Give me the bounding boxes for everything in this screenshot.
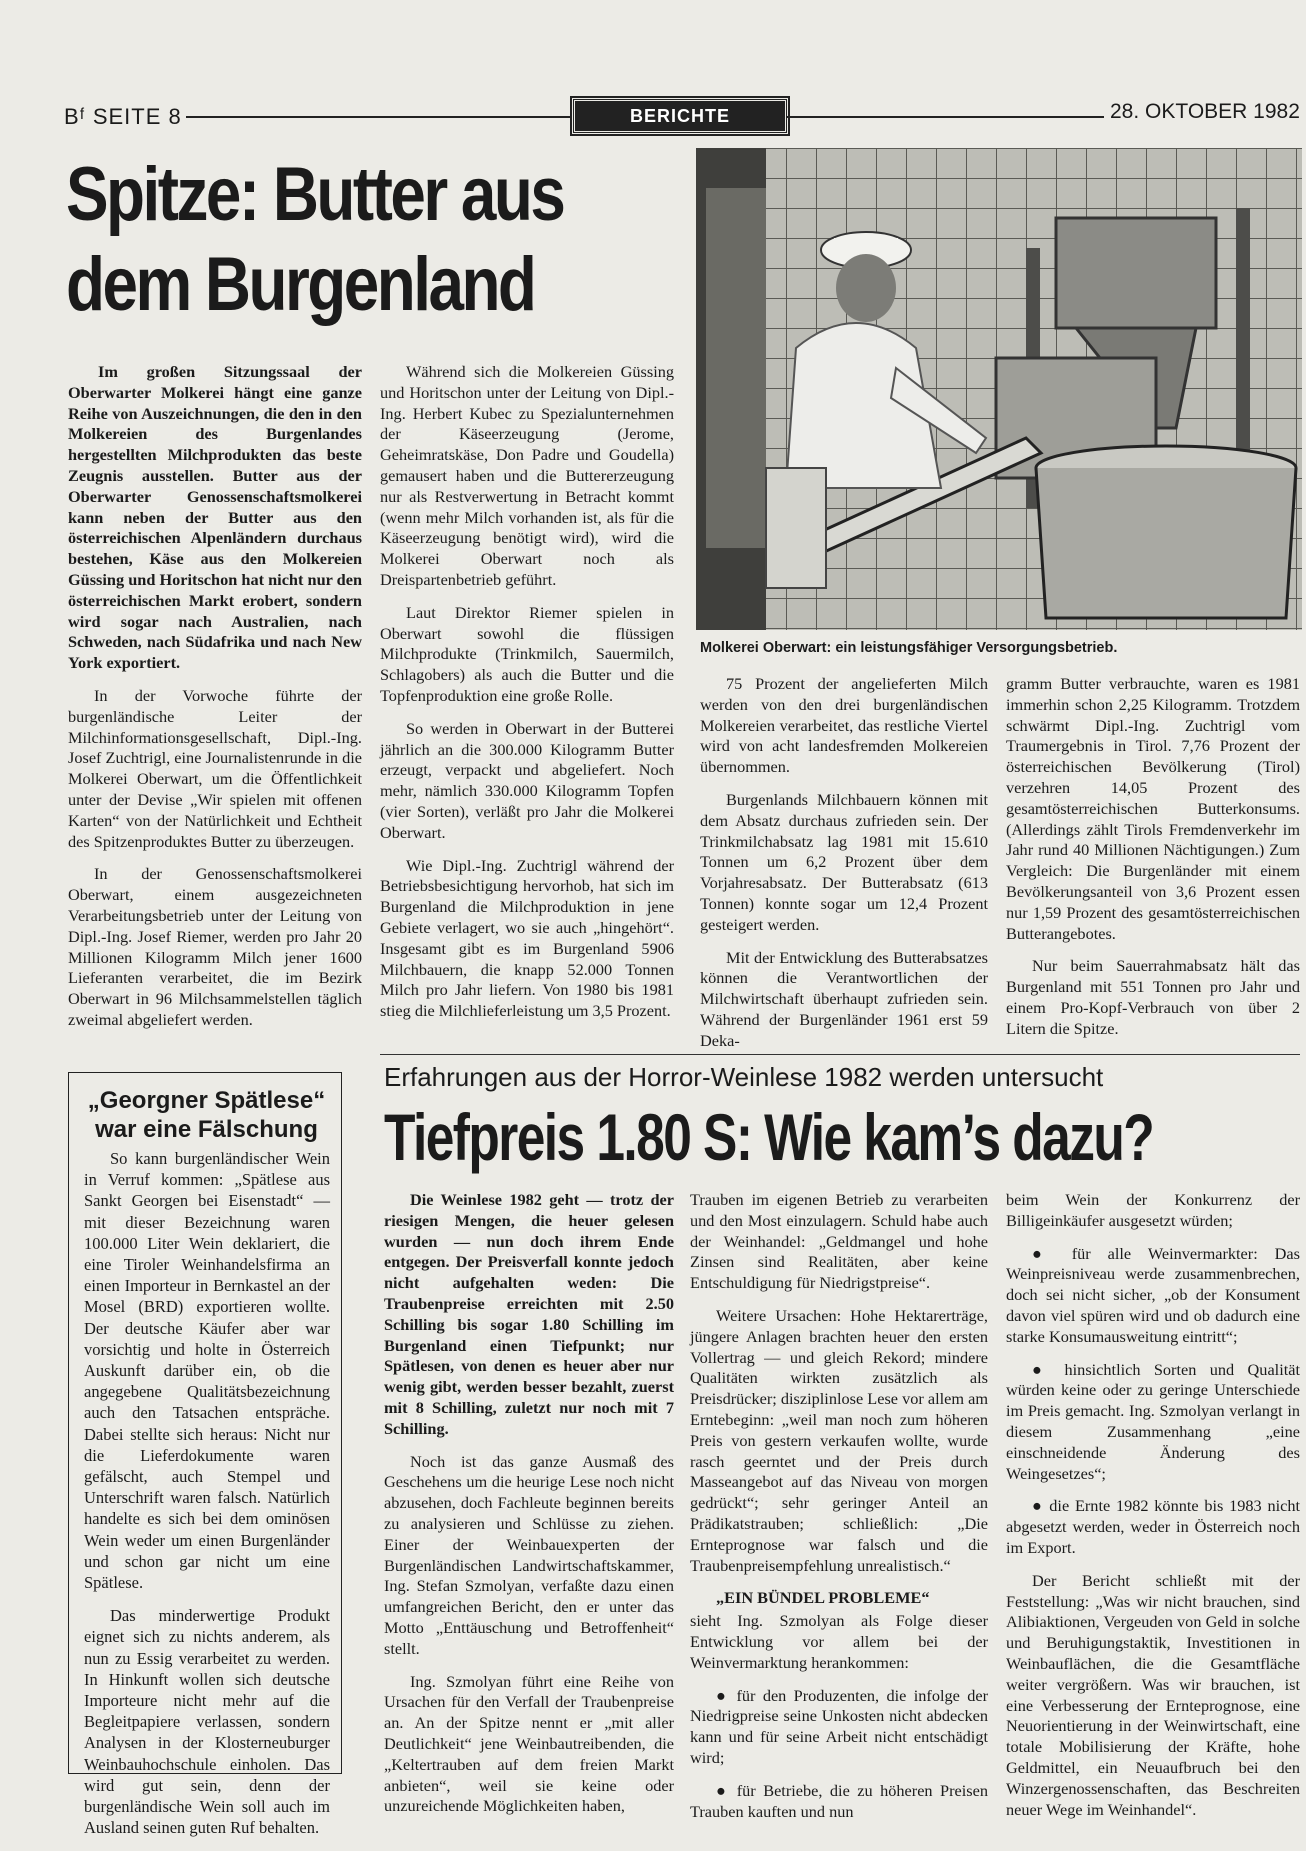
bullet-item: ● für alle Weinvermarkter: Das Weinpreisniveau werde zusammenbrechen, doch sei nicht sicher, „ob der Konsument davon viel spüren wird und ob dadurch eine starke Konsumausweitung eintritt“; <box>1006 1243 1300 1346</box>
paragraph: sieht Ing. Szmolyan als Folge dieser Entwicklung vor allem bei der Weinvermarktung herankommen: <box>690 1611 988 1672</box>
headline-line-1: Spitze: Butter aus <box>66 152 564 237</box>
dairy-photo <box>696 148 1302 630</box>
header-rule-right <box>786 116 1104 118</box>
article2-headline: Tiefpreis 1.80 S: Wie kam’s dazu? <box>384 1100 1154 1174</box>
article2-column-2 <box>690 1190 988 1834</box>
box-headline <box>84 1086 329 1144</box>
article1-column-1 <box>68 362 362 1043</box>
paragraph: Trauben im eigenen Betrieb zu verarbeiten und den Most einzulagern. Schuld habe auch der Weinhandel: „Geldmangel und hohe Zinsen sind Realitäten, aber keine Entschuldigung für Niedrigstpreise“. <box>690 1190 988 1293</box>
paragraph: Während sich die Molkereien Güssing und Horitschon unter der Leitung von Dipl.-Ing. Herbert Kubec zu Spezialunternehmen der Käseerzeugung (Jerome, Geheimratskäse, Don Padre und Goudella) gemausert haben und die Buttererzeugung nur als Restverwertung in Betracht kommt (wenn mehr Milch vorhanden ist, als für die Käseerzeugung benötigt wird), wird die Molkerei Oberwart noch als Dreispartenbetrieb geführt. <box>380 362 674 589</box>
bullet-item: ● für Betriebe, die zu höheren Preisen Trauben kauften und nun <box>690 1780 988 1821</box>
bullet-item: ● die Ernte 1982 könnte bis 1983 nicht abgesetzt werden, weder in Österreich noch im Export. <box>1006 1496 1300 1557</box>
issue-date: 28. OKTOBER 1982 <box>1110 100 1300 123</box>
article2-kicker: Erfahrungen aus der Horror-Weinlese 1982 werden untersucht <box>384 1062 1104 1092</box>
bullet-item: ● hinsichtlich Sorten und Qualität würden keine oder zu geringe Unterschiede im Preis gemacht. Ing. Szmolyan verlangt in diesem Zusammenhang „eine einschneidende Änderung des Weingesetzes“; <box>1006 1359 1300 1483</box>
paragraph: In der Vorwoche führte der burgenländische Leiter der Milchinformationsgesellschaft, Dipl.-Ing. Josef Zuchtrigl, eine Journalistenrunde in die Molkerei Oberwart, um die Öffentlichkeit unter der Devise „Wir spielen mit offenen Karten“ von der Natürlichkeit und Echtheit des Spitzenproduktes Butter zu überzeugen. <box>68 685 362 851</box>
paragraph: Weitere Ursachen: Hohe Hektarerträge, jüngere Anlagen brachten heuer den ersten Vollertrag — und gleich Rekord; mindere Qualitäten wirkten zusätzlich als Preisdrücker; disziplinlose Lese vor allem am Erntebeginn: „weil man noch zum höheren Preis von gestern verkaufen wollte, wurde rasch geerntet und der Preis durch Masseangebot auf das Niveau von morgen gedrückt“; sehr geringer Anteil an Prädikatstrauben; schließlich: „Die Ernteprognose war falsch und die Traubenpreisempfehlung unrealistisch.“ <box>690 1305 988 1575</box>
paragraph: So werden in Oberwart in der Butterei jährlich an die 300.000 Kilogramm Butter erzeugt, verpackt und abgeliefert. Noch mehr, nämlich 330.000 Kilogramm Topfen (vier Sorten), verläßt pro Jahr die Molkerei Oberwart. <box>380 718 674 842</box>
headline-line-2: dem Burgenland <box>66 242 535 327</box>
paragraph: Im großen Sitzungssaal der Oberwarter Molkerei hängt eine ganze Reihe von Auszeichnungen, die den in den Molkereien des Burgenlandes hergestellten Milchprodukten das beste Zeugnis ausstellen. Butter aus der Oberwarter Genossenschaftsmolkerei kann neben der Butter aus den österreichischen Alpenländern durchaus bestehen, Käse aus den Molkereien Güssing und Horitschon hat nicht nur den österreichischen Markt erobert, sondern wird sogar nach Australien, nach Schweden, nach Südafrika und nach New York exportiert. <box>68 362 362 673</box>
paragraph: gramm Butter verbrauchte, waren es 1981 immerhin schon 2,25 Kilogramm. Trotzdem schwärmt Dipl.-Ing. Zuchtrigl vom Traumergebnis in Tirol. 7,76 Prozent der österreichischen Bevölkerung (Tirol) verzehren 14,05 Prozent des gesamtösterreichischen Butterkonsums. (Allerdings zählt Tirols Fremdenverkehr im Jahr rund 40 Millionen Nächtigungen.) Zum Vergleich: Die Burgenländer mit einem Bevölkerungsanteil von 3,6 Prozent essen nur 1,59 Prozent des gesamtösterreichischen Butterangebotes. <box>1006 674 1300 943</box>
paragraph: Ing. Szmolyan führt eine Reihe von Ursachen für den Verfall der Traubenpreise an. An der Spitze nennt er „mit aller Deutlichkeit“ jene Weinbautreibenden, die „Keltertrauben auf dem freien Markt anbieten“, weil sie keine oder unzureichende Möglichkeiten haben, <box>384 1671 674 1816</box>
section-label: BERICHTE <box>572 98 788 134</box>
box-body <box>84 1148 330 1851</box>
paragraph: Mit der Entwicklung des Butterabsatzes können die Verantwortlichen der Milchwirtschaft überhaupt zufrieden sein. Während der Burgenländer 1961 erst 59 Deka- <box>700 947 988 1050</box>
subheading: „EIN BÜNDEL PROBLEME“ <box>716 1588 930 1608</box>
paragraph: Der Bericht schließt mit der Feststellung: „Was wir nicht brauchen, sind Alibiaktionen, Vergeuden von Geld in solche und Beruhigungstaktik, Investitionen in Weinbauflächen, die die Gesamtfläche weiter vergrößern. Was wir brauchen, ist eine Verbesserung der Ernteprognose, eine Neuorientierung in der Weinwirtschaft, eine totale Mobilisierung der Kräfte, hohe Geldmittel, ein Neuaufbruch bei den Winzergenossenschaften, das Beschreiten neuer Wege im Weinhandel“. <box>1006 1570 1300 1819</box>
paragraph: Laut Direktor Riemer spielen in Oberwart sowohl die flüssigen Milchprodukte (Trinkmilch, Sauermilch, Schlagobers) als auch die Butter und die Topfenproduktion eine große Rolle. <box>380 602 674 705</box>
paragraph: beim Wein der Konkurrenz der Billigeinkäufer ausgesetzt würden; <box>1006 1190 1300 1230</box>
paragraph: Das minderwertige Produkt eignet sich zu nichts anderem, als nun zu Essig verarbeitet zu werden. In Hinkunft wollen sich deutsche Importeure nicht mehr auf die Begleitpapiere verlassen, sondern Analysen in der Klosterneuburger Weinbauhochschule einholen. Das wird gut sein, denn der burgenländische Wein soll auch im Ausland seinen guten Ruf behalten. <box>84 1606 330 1838</box>
photo-caption: Molkerei Oberwart: ein leistungsfähiger Versorgungsbetrieb. <box>700 640 1118 656</box>
paragraph: So kann burgenländischer Wein in Verruf kommen: „Spätlese aus Sankt Georgen bei Eisenstadt“ — mit dieser Bezeichnung waren 100.000 Liter Wein deklariert, die eine Tiroler Weinhandelsfirma an einen Importeur in Bernkastel an der Mosel (BRD) exportieren wollte. Der deutsche Käufer aber war vorsichtig und holte in Österreich Auskunft darüber ein, ob die angegebene Qualitätsbezeichnung auch den Tatsachen entspräche. Dabei stellte sich heraus: Nicht nur die Lieferdokumente waren gefälscht, auch Stempel und Unterschrift waren falsch. Natürlich handelte es sich bei dem ominösen Wein weder um einen Burgenländer und schon gar nicht um eine Spätlese. <box>84 1149 330 1593</box>
bullet-item: ● für den Produzenten, die infolge der Niedrigpreise seine Unkosten nicht abdecken kann und für seine Arbeit nicht entschädigt wird; <box>690 1685 988 1767</box>
paragraph: Burgenlands Milchbauern können mit dem Absatz durchaus zufrieden sein. Der Trinkmilchabsatz lag 1981 mit 15.610 Tonnen um 6,2 Prozent über dem Vorjahresabsatz. Der Butterabsatz (613 Tonnen) konnte sogar um 12,4 Prozent gesteigert werden. <box>700 789 988 934</box>
article1-headline <box>66 150 578 330</box>
paragraph: Die Weinlese 1982 geht — trotz der riesigen Mengen, die heuer gelesen wurden — nun doch ihrem Ende entgegen. Der Preisverfall konnte jedoch nicht aufgehalten weden: Die Traubenpreise erreichten mit 2.50 Schilling bis sogar 1.80 Schilling im Burgenland einen Tiefpunkt; nur Spätlesen, von denen es heuer aber nur wenig gibt, werden besser bezahlt, zuerst mit 8 Schilling, zuletzt nur noch mit 7 Schilling. <box>384 1190 674 1438</box>
article1-column-2 <box>380 362 674 1034</box>
header-rule-left <box>186 116 570 118</box>
page-label: Bᶠ SEITE 8 <box>64 104 182 129</box>
article-separator <box>380 1054 1300 1055</box>
article2-column-3 <box>1006 1190 1300 1832</box>
paragraph: Noch ist das ganze Ausmaß des Geschehens um die heurige Lese noch nicht abzusehen, doch Fachleute beginnen bereits zu analysieren und Schlüsse zu ziehen. Einer der Weinbauexperten der Burgenländischen Landwirtschaftskammer, Ing. Stefan Szmolyan, verfaßte dazu einen umfangreichen Bericht, den er unter das Motto „Enttäuschung und Betroffenheit“ stellt. <box>384 1451 674 1658</box>
paragraph: Wie Dipl.-Ing. Zuchtrigl während der Betriebsbesichtigung hervorhob, hat sich im Burgenland die Milchproduktion in jene Gebiete verlagert, wo sie auch „hingehört“. Insgesamt gibt es im Burgenland 5906 Milchbauern, die knapp 52.000 Tonnen Milch pro Jahr liefern. Von 1980 bis 1981 stieg die Milchlieferleistung um 3,5 Prozent. <box>380 855 674 1021</box>
article1-column-4 <box>1006 674 1300 1052</box>
paragraph: 75 Prozent der angelieferten Milch werden von den drei burgenländischen Molkereien verarbeitet, das restliche Viertel wird von acht landesfremden Molkereien übernommen. <box>700 674 988 777</box>
box-headline-line-2: war eine Fälschung <box>95 1116 318 1143</box>
dairy-photo-illustration <box>696 148 1302 630</box>
article1-column-3 <box>700 674 988 1064</box>
box-headline-line-1: „Georgner Spätlese“ <box>87 1087 326 1114</box>
paragraph: Nur beim Sauerrahmabsatz hält das Burgenland mit 551 Tonnen pro Jahr und einem Pro-Kopf-Verbrauch von über 2 Litern die Spitze. <box>1006 956 1300 1038</box>
paragraph: In der Genossenschaftsmolkerei Oberwart, einem ausgezeichneten Verarbeitungsbetrieb unter der Leitung von Dipl.-Ing. Josef Riemer, werden pro Jahr 20 Millionen Kilogramm Milch jener 1600 Lieferanten verarbeitet, die im Bezirk Oberwart in 96 Milchsammelstellen täglich zweimal abgeliefert werden. <box>68 864 362 1029</box>
article2-column-1 <box>384 1190 674 1829</box>
